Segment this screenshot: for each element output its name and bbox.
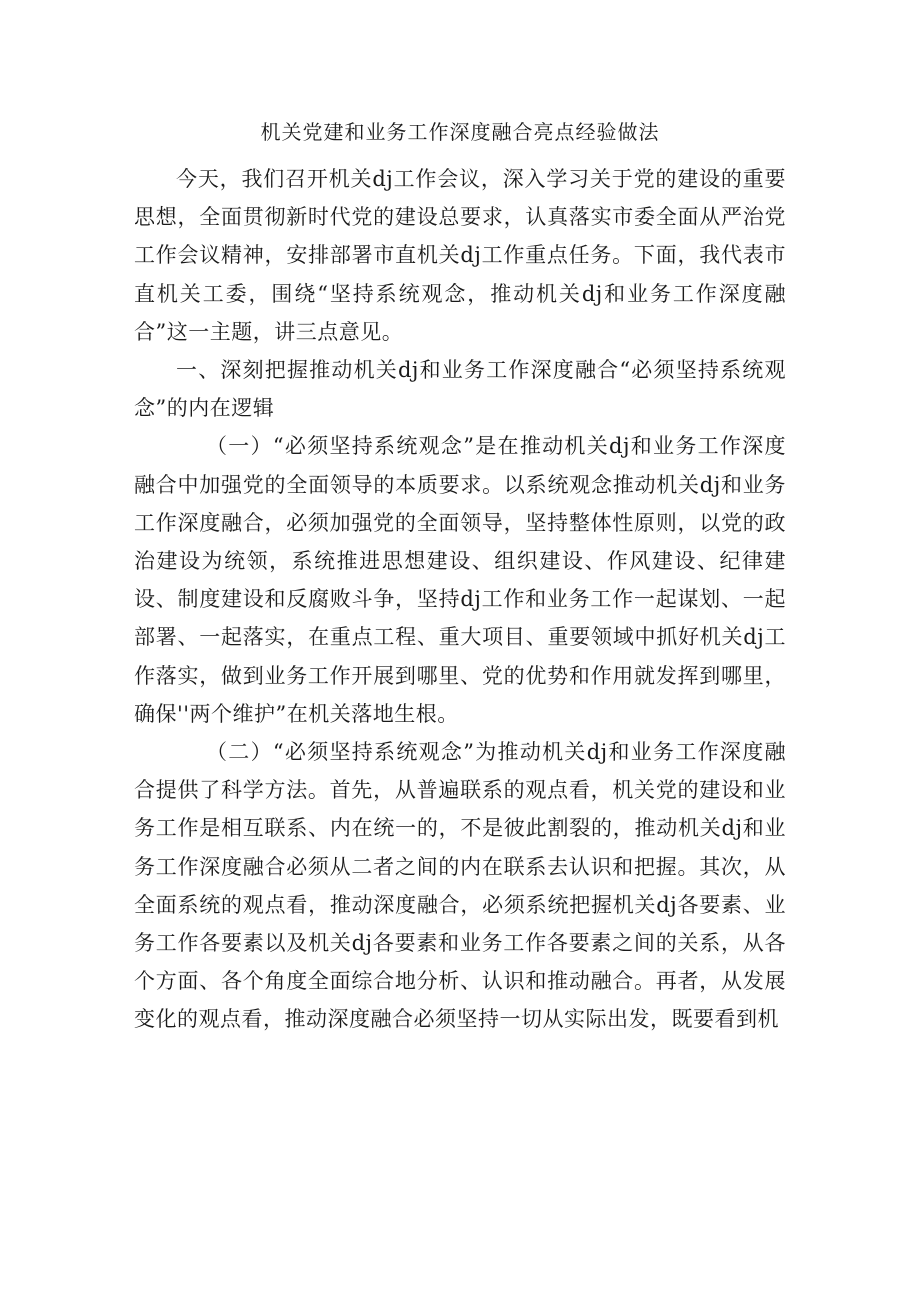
document-body (134, 160, 786, 1039)
section-heading-one: 一、深刻把握推动机关dj和业务工作深度融合“必须坚持系统观念”的内在逻辑 (134, 358, 786, 421)
subsection-one-paragraph: （一）“必须坚持系统观念”是在推动机关dj和业务工作深度融合中加强党的全面领导的本质要求。以系统观念推动机关dj和业务工作深度融合，必须加强党的全面领导，坚持整体性原则，以党的政治建设为统领，系统推进思想建设、组织建设、作风建设、纪律建设、制度建设和反腐败斗争，坚持dj工作和业务工作一起谋划、一起部署、一起落实，在重点工程、重大项目、重要领域中抓好机关dj工作落实，做到业务工作开展到哪里、党的优势和作用就发挥到哪里，确保''两个维护”在机关落地生根。 (134, 434, 786, 726)
document-title: 机关党建和业务工作深度融合亮点经验做法 (260, 120, 660, 144)
intro-paragraph: 今天，我们召开机关dj工作会议，深入学习关于党的建设的重要思想，全面贯彻新时代党的建设总要求，认真落实市委全面从严治党工作会议精神，安排部署市直机关dj工作重点任务。下面，我代表市直机关工委，围绕“坚持系统观念，推动机关dj和业务工作深度融合”这一主题，讲三点意见。 (134, 167, 786, 344)
subsection-two-paragraph: （二）“必须坚持系统观念”为推动机关dj和业务工作深度融合提供了科学方法。首先，从普遍联系的观点看，机关党的建设和业务工作是相互联系、内在统一的，不是彼此割裂的，推动机关dj和业务工作深度融合必须从二者之间的内在联系去认识和把握。其次，从全面系统的观点看，推动深度融合，必须系统把握机关dj各要素、业务工作各要素以及机关dj各要素和业务工作各要素之间的关系，从各个方面、各个角度全面综合地分析、认识和推动融合。再者，从发展变化的观点看，推动深度融合必须坚持一切从实际出发，既要看到机 (134, 740, 786, 1032)
